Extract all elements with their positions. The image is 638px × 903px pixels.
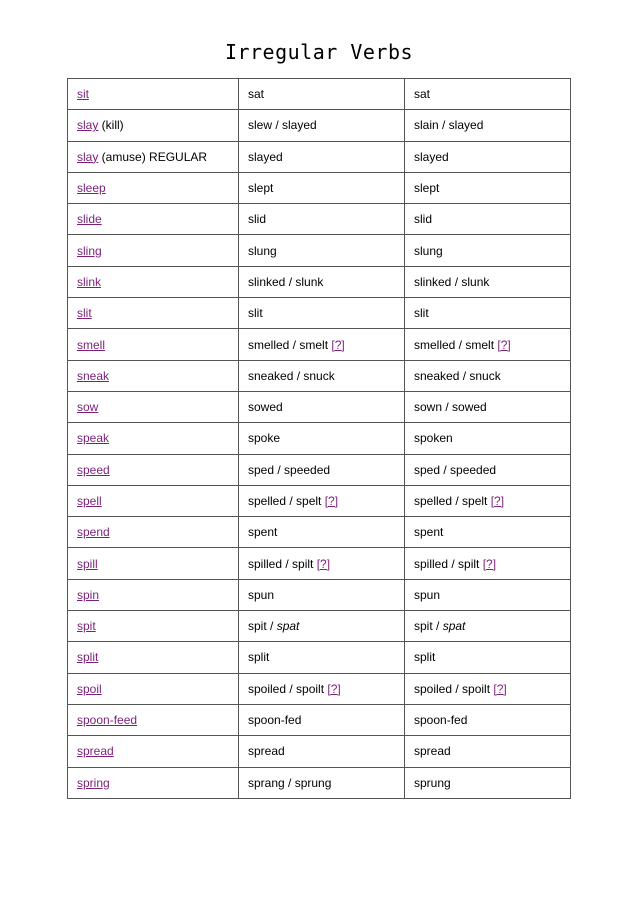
past-simple-cell (239, 391, 405, 422)
base-form-link[interactable]: spoon-feed (77, 713, 138, 728)
past-participle-text: spun (414, 587, 441, 602)
past-simple-cell (239, 423, 405, 454)
base-form-link[interactable]: spit (77, 619, 96, 634)
past-simple-text: sprang / sprung (248, 775, 332, 790)
past-simple-cell (239, 360, 405, 391)
table-row (68, 204, 571, 235)
table-row (68, 673, 571, 704)
past-participle-text: slung (414, 243, 443, 258)
past-simple-cell (239, 266, 405, 297)
past-participle-cell (405, 767, 571, 798)
base-form-cell (68, 642, 239, 673)
base-form-link[interactable]: spin (77, 587, 100, 602)
past-simple-text: spoon-fed (248, 713, 302, 728)
base-form-link[interactable]: speed (77, 462, 110, 477)
past-participle-text: spit / (414, 619, 443, 634)
past-participle-cell (405, 266, 571, 297)
past-participle-cell (405, 423, 571, 454)
table-row (68, 485, 571, 516)
base-form-link[interactable]: sleep (77, 181, 106, 196)
past-participle-cell (405, 548, 571, 579)
base-form-cell (68, 329, 239, 360)
table-row (68, 611, 571, 642)
past-simple-cell (239, 329, 405, 360)
base-form-cell (68, 611, 239, 642)
past-participle-cell (405, 204, 571, 235)
past-simple-cell (239, 79, 405, 110)
base-form-cell (68, 79, 239, 110)
base-form-link[interactable]: slink (77, 274, 102, 289)
table-row (68, 704, 571, 735)
table-row (68, 329, 571, 360)
past-participle-cell (405, 485, 571, 516)
past-participle-cell (405, 298, 571, 329)
pronunciation-link[interactable]: [?] (327, 681, 341, 696)
page-title: Irregular Verbs (224, 40, 414, 64)
past-participle-cell (405, 454, 571, 485)
base-form-link[interactable]: sneak (77, 368, 110, 383)
past-participle-text: slinked / slunk (414, 274, 490, 289)
past-participle-text: slept (414, 181, 440, 196)
past-simple-cell (239, 704, 405, 735)
base-form-link[interactable]: split (77, 650, 99, 665)
past-simple-cell (239, 485, 405, 516)
pronunciation-link[interactable]: [?] (497, 337, 511, 352)
past-participle-text: spent (414, 525, 444, 540)
past-simple-text: slid (248, 212, 267, 227)
base-form-cell (68, 767, 239, 798)
past-participle-text: spelled / spelt (414, 494, 491, 508)
past-simple-cell (239, 736, 405, 767)
past-simple-cell (239, 298, 405, 329)
past-participle-cell (405, 110, 571, 141)
base-form-cell (68, 360, 239, 391)
base-form-cell (68, 548, 239, 579)
base-form-note: (kill) (98, 118, 124, 133)
table-row (68, 141, 571, 172)
past-simple-text: sowed (248, 400, 283, 415)
base-form-link[interactable]: slay (77, 149, 99, 164)
past-participle-variant: spat (442, 619, 466, 634)
past-simple-cell (239, 642, 405, 673)
base-form-cell (68, 673, 239, 704)
base-form-cell (68, 704, 239, 735)
base-form-link[interactable]: sit (77, 87, 89, 102)
past-simple-text: spit / (248, 619, 277, 634)
base-form-cell (68, 423, 239, 454)
past-participle-cell (405, 391, 571, 422)
past-participle-cell (405, 611, 571, 642)
table-row (68, 517, 571, 548)
past-simple-text: slew / slayed (248, 118, 317, 133)
past-participle-cell (405, 736, 571, 767)
base-form-link[interactable]: spread (77, 744, 114, 759)
base-form-link[interactable]: slide (77, 212, 102, 227)
past-participle-cell (405, 579, 571, 610)
table-row (68, 235, 571, 266)
past-participle-text: slain / slayed (414, 118, 484, 133)
base-form-link[interactable]: sow (77, 400, 99, 415)
past-simple-text: slayed (248, 149, 283, 164)
past-simple-text: slung (248, 243, 277, 258)
past-participle-text: spoon-fed (414, 713, 468, 728)
base-form-link[interactable]: speak (77, 431, 110, 446)
pronunciation-link[interactable]: [?] (324, 494, 339, 508)
past-simple-cell (239, 110, 405, 141)
pronunciation-link[interactable]: [?] (482, 556, 497, 571)
table-row (68, 423, 571, 454)
past-simple-cell (239, 235, 405, 266)
base-form-cell (68, 391, 239, 422)
past-simple-text: spelled / spelt (248, 494, 325, 508)
past-participle-text: slit (414, 306, 429, 321)
past-simple-text: slit (248, 306, 263, 321)
past-participle-text: sneaked / snuck (414, 368, 501, 383)
past-participle-cell (405, 141, 571, 172)
past-simple-text: spilled / spilt (248, 556, 317, 571)
past-simple-cell (239, 548, 405, 579)
table-row (68, 172, 571, 203)
base-form-link[interactable]: spill (77, 556, 98, 571)
past-participle-cell (405, 79, 571, 110)
past-simple-cell (239, 454, 405, 485)
past-simple-cell (239, 673, 405, 704)
table-row (68, 548, 571, 579)
base-form-cell (68, 736, 239, 767)
past-participle-cell (405, 360, 571, 391)
past-participle-text: sat (414, 87, 431, 102)
pronunciation-link[interactable]: [?] (316, 556, 331, 571)
past-participle-text: spilled / spilt (414, 556, 483, 571)
table-row (68, 266, 571, 297)
base-form-cell (68, 204, 239, 235)
past-participle-cell (405, 517, 571, 548)
past-simple-cell (239, 611, 405, 642)
past-participle-text: sped / speeded (414, 462, 497, 477)
past-participle-cell (405, 704, 571, 735)
past-simple-text: slinked / slunk (248, 274, 324, 289)
base-form-cell (68, 298, 239, 329)
past-simple-text: slept (248, 181, 274, 196)
past-participle-text: spoiled / spoilt (414, 681, 494, 696)
past-simple-cell (239, 141, 405, 172)
past-participle-text: smelled / smelt (414, 337, 498, 352)
past-simple-cell (239, 172, 405, 203)
past-simple-text: sneaked / snuck (248, 368, 335, 383)
past-simple-cell (239, 517, 405, 548)
past-participle-text: sprung (414, 775, 451, 790)
past-participle-text: spoken (414, 431, 453, 446)
table-row (68, 79, 571, 110)
past-participle-text: spread (414, 744, 451, 759)
verb-table-body (68, 79, 571, 799)
table-row (68, 579, 571, 610)
table-row (68, 736, 571, 767)
past-simple-text: spun (248, 587, 275, 602)
base-form-cell (68, 485, 239, 516)
table-row (68, 110, 571, 141)
past-simple-cell (239, 204, 405, 235)
past-participle-cell (405, 235, 571, 266)
past-participle-text: slid (414, 212, 433, 227)
verb-table (67, 78, 571, 799)
base-form-link[interactable]: slay (77, 118, 99, 133)
past-simple-text: spoiled / spoilt (248, 681, 328, 696)
past-participle-cell (405, 673, 571, 704)
pronunciation-link[interactable]: [?] (493, 681, 507, 696)
table-row (68, 767, 571, 798)
past-simple-text: spread (248, 744, 285, 759)
base-form-link[interactable]: sling (77, 243, 102, 258)
base-form-link[interactable]: spoil (77, 681, 102, 696)
base-form-cell (68, 266, 239, 297)
base-form-link[interactable]: spell (77, 494, 102, 508)
past-simple-text: split (248, 650, 270, 665)
base-form-cell (68, 110, 239, 141)
base-form-cell (68, 579, 239, 610)
base-form-link[interactable]: spend (77, 525, 110, 540)
past-participle-text: sown / sowed (414, 400, 487, 415)
base-form-cell (68, 454, 239, 485)
base-form-link[interactable]: slit (77, 306, 92, 321)
past-participle-text: slayed (414, 149, 449, 164)
past-participle-cell (405, 172, 571, 203)
past-simple-text: spoke (248, 431, 281, 446)
base-form-cell (68, 517, 239, 548)
past-participle-text: split (414, 650, 436, 665)
table-row (68, 454, 571, 485)
past-simple-text: sat (248, 87, 265, 102)
past-simple-text: spent (248, 525, 278, 540)
table-row (68, 642, 571, 673)
base-form-link[interactable]: spring (77, 775, 110, 790)
past-simple-text: smelled / smelt (248, 337, 332, 352)
base-form-cell (68, 141, 239, 172)
base-form-note: (amuse) REGULAR (98, 149, 208, 164)
table-row (68, 391, 571, 422)
table-row (68, 360, 571, 391)
past-simple-variant: spat (276, 619, 300, 634)
past-participle-cell (405, 642, 571, 673)
past-simple-cell (239, 579, 405, 610)
pronunciation-link[interactable]: [?] (331, 337, 345, 352)
past-participle-cell (405, 329, 571, 360)
base-form-cell (68, 235, 239, 266)
pronunciation-link[interactable]: [?] (490, 494, 505, 508)
base-form-cell (68, 172, 239, 203)
base-form-link[interactable]: smell (77, 337, 106, 352)
past-simple-text: sped / speeded (248, 462, 331, 477)
past-simple-cell (239, 767, 405, 798)
table-row (68, 298, 571, 329)
